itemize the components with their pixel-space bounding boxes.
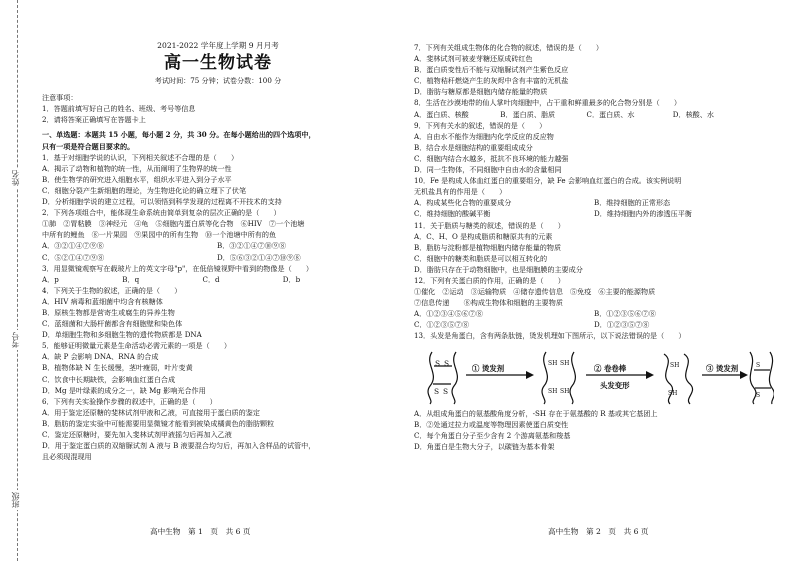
q7-stem: 7．下列有关组成生物体的化合物的叙述，错误的是（ ） bbox=[414, 43, 603, 52]
q9-stem: 9．下列有关水的叙述，错误的是（ ） bbox=[414, 120, 547, 130]
side-label-class: 班级 bbox=[11, 492, 20, 508]
chain-right-2 bbox=[570, 352, 575, 404]
q6-option: B．脂肪的鉴定实验中可能需要用显微镜才能看到被染成橘黄色的脂肪颗粒 bbox=[42, 418, 275, 428]
q5-stem: 5．能够证明微量元素是生命活动必需元素的一项是（ ） bbox=[42, 341, 231, 351]
sh-label: SH bbox=[560, 387, 570, 395]
q4-option: C．蓝细菌和大肠杆菌都含有细胞壁和染色体 bbox=[42, 319, 183, 329]
q5-option: D．Mg 是叶绿素的成分之一，缺 Mg 影响光合作用 bbox=[42, 385, 206, 395]
q2-options-row bbox=[42, 240, 394, 251]
q2-stem: 2．下列各项组合中，能体现生命系统由简单到复杂的层次正确的是（ ） bbox=[42, 208, 281, 218]
q6-option: A．用于鉴定还原糖的斐林试剂甲液和乙液，可直接用于蛋白质的鉴定 bbox=[42, 407, 260, 417]
q2-items: ①肺 ②胃粘膜 ③神经元 ④龟 ⑤细胞内蛋白质等化合物 ⑥HIV ⑦一个池塘 bbox=[42, 219, 305, 229]
q11-option: A．C、H、O 是构成脂质和糖原共有的元素 bbox=[414, 231, 553, 241]
q3-options-row bbox=[42, 274, 394, 285]
q8-option: B．蛋白质、脂质 bbox=[500, 109, 556, 119]
q13-option: D．角蛋白是生物大分子，以碳链为基本骨架 bbox=[414, 441, 555, 451]
q12-items: ⑦信息传递 ⑧构成生物体和细胞的主要物质 bbox=[414, 298, 563, 308]
q6-option: C．鉴定还原糖时，要先加入斐林试剂甲液摇匀后再加入乙液 bbox=[42, 430, 232, 439]
side-label-name: 姓名 bbox=[11, 170, 20, 186]
q4-stem: 4．下列关于生物的叙述，正确的是（ ） bbox=[42, 285, 182, 295]
notice-item: 1．答题前填写好自己的姓名、班级、考号等信息 bbox=[42, 104, 196, 114]
chain-pair-reformed bbox=[750, 352, 774, 404]
q6-stem: 6．下列有关实验操作步骤的叙述中，正确的是（ ） bbox=[42, 396, 217, 406]
side-label-exam-number: 考号 bbox=[11, 332, 20, 348]
q8-option: C．蛋白质、水 bbox=[586, 109, 635, 119]
chain-left-2 bbox=[542, 352, 547, 404]
q7-option: A．斐林试剂可被麦芽糖还原成砖红色 bbox=[414, 54, 533, 64]
q9-option: D．同一生物体，不同细胞中自由水的含量相同 bbox=[414, 165, 562, 175]
s-label: S bbox=[434, 386, 440, 396]
q5-option: C．饮食中长期缺铁，会影响血红蛋白合成 bbox=[42, 374, 176, 384]
q12-option: B．①②③⑤⑥⑦⑧ bbox=[594, 309, 656, 319]
q4-option: B．原核生物都是营寄生或腐生的异养生物 bbox=[42, 307, 175, 317]
q1-option: D．分析细胞学说的建立过程，可以领悟到科学发现的过程离不开技术的支持 bbox=[42, 197, 282, 207]
q10-option: C．维持细胞的酸碱平衡 bbox=[414, 209, 491, 219]
step-label-perm-solution-2: ③ 烫发剂 bbox=[706, 363, 739, 373]
term-heading: 2021-2022 学年度上学期 9 月月考 bbox=[157, 41, 279, 50]
q11-option: B．脂肪与淀粉都是植物细胞内储存能量的物质 bbox=[414, 242, 562, 252]
q12-items: ①催化 ②运动 ③运输物质 ④储存遗传信息 ⑤免疫 ⑥主要的能源物质 bbox=[414, 287, 656, 297]
q2-options-row bbox=[42, 252, 394, 263]
q10-options-row bbox=[414, 197, 780, 208]
q8-option: A．蛋白质、核酸 bbox=[414, 109, 469, 119]
notice-item: 2．请将答案正确填写在答题卡上 bbox=[42, 115, 146, 125]
q8-stem: 8．生活在沙漠地带的仙人掌叶肉细胞中，占干重和鲜重最多的化合物分别是（ ） bbox=[414, 98, 681, 108]
perm-mechanism-diagram bbox=[414, 344, 780, 406]
section-heading-cont: 只有一项是符合题目要求的。 bbox=[42, 141, 135, 151]
q10-options-row bbox=[414, 208, 780, 219]
s-label: S bbox=[444, 358, 450, 368]
q10-option: D．维持细胞内外的渗透压平衡 bbox=[594, 209, 692, 219]
q5-option: B．植物体缺 N 生长缓慢，茎叶瘦弱，叶片变黄 bbox=[42, 363, 193, 373]
q1-stem: 1．基于对细胞学说的认识，下列相关叙述不合理的是（ ） bbox=[42, 152, 239, 162]
q13-stem: 13．头发是角蛋白，含有两条肽链，烫发机理如下图所示，以下说法错误的是（ ） bbox=[414, 331, 686, 341]
exam-title: 高一生物试卷 bbox=[164, 53, 272, 74]
sh-label: SH bbox=[548, 387, 558, 395]
q3-option: B．q bbox=[122, 274, 140, 284]
step-label-curler: ② 卷卷棒 bbox=[594, 363, 627, 373]
q11-option: D．脂肪只存在于动物细胞中，也是细胞膜的主要成分 bbox=[414, 264, 583, 274]
time-score-info: 考试时间：75 分钟；试卷分数：100 分 bbox=[154, 76, 282, 86]
q3-option: A．p bbox=[42, 274, 59, 284]
q3-stem: 3．用显微镜观察写在载玻片上的英文字母"p"，在低倍镜视野中看到的物像是（ ） bbox=[42, 263, 313, 273]
sh-label: SH bbox=[560, 359, 570, 367]
binding-margin bbox=[0, 0, 34, 561]
sh-label: SH bbox=[668, 389, 678, 397]
q10-stem-cont: 无机盐具有的作用是（ ） bbox=[414, 187, 507, 197]
page-footer-2: 高中生物 第 2 页 共 6 页 bbox=[548, 527, 649, 536]
q3-option: D．b bbox=[282, 274, 301, 284]
q9-option: C．细胞内结合水越多，抵抗不良环境的能力越强 bbox=[414, 153, 569, 163]
q8-options-row bbox=[414, 109, 780, 120]
chain-right-3 bbox=[684, 354, 693, 404]
q7-option: B．蛋白质变性后不能与双缩脲试剂产生紫色反应 bbox=[414, 65, 569, 75]
q11-stem: 11．关于脂质与糖类的叙述，错误的是（ ） bbox=[414, 220, 565, 230]
perm-diagram-svg bbox=[414, 344, 774, 406]
right-column bbox=[414, 42, 780, 452]
q8-option: D．核酸、水 bbox=[672, 109, 714, 119]
q10-stem: 10．Fe 是构成人体血红蛋白的重要组分，缺 Fe 会影响血红蛋白的合成。该实例说明 bbox=[414, 176, 682, 186]
q13-option: A．从组成角蛋白的氨基酸角度分析，-SH 存在于氨基酸的 R 基或其它基团上 bbox=[414, 408, 658, 418]
q1-option: A．揭示了动物和植物的统一性，从而阐明了生物界的统一性 bbox=[42, 163, 232, 173]
q10-option: A．构成某些化合物的重要成分 bbox=[414, 198, 512, 208]
q9-option: B．结合水是细胞结构的重要组成成分 bbox=[414, 142, 533, 152]
s-label: S bbox=[756, 391, 761, 399]
q7-option: D．脂肪与糖原都是细胞内储存能量的物质 bbox=[414, 87, 548, 97]
q11-option: C．细胞中的糖类和脂质是可以相互转化的 bbox=[414, 253, 548, 263]
q6-option: D．用于鉴定蛋白质的双缩脲试剂 A 液与 B 液要混合均匀后，再加入含样品的试管中， bbox=[42, 441, 316, 451]
notice-heading: 注意事项： bbox=[42, 93, 78, 103]
q2-option: D．⑤⑥③②①④⑦⑩⑨⑧ bbox=[217, 252, 301, 262]
q2-items: 中所有的鲤鱼 ⑧一片果园 ⑨果园中的所有生物 ⑩一个池塘中所有的鱼 bbox=[42, 230, 277, 240]
q7-option: C．植物秸秆燃烧产生的灰烬中含有丰富的无机盐 bbox=[414, 76, 569, 86]
q13-option: B．②处通过拉力或温度等物理因素使蛋白质变性 bbox=[414, 419, 569, 429]
q3-option: C．d bbox=[202, 274, 220, 284]
chain-right-4 bbox=[769, 352, 774, 404]
step-label-hair-deform: 头发变形 bbox=[600, 380, 630, 390]
s-label: S bbox=[443, 386, 449, 396]
q12-options-row bbox=[414, 308, 780, 319]
step-label-perm-solution: ① 烫发剂 bbox=[472, 363, 505, 373]
q2-option: B．③②①④⑦⑩⑨⑧ bbox=[217, 241, 287, 251]
s-label: S bbox=[435, 358, 441, 368]
sh-label: SH bbox=[548, 359, 558, 367]
chain-left-1 bbox=[428, 352, 433, 404]
q9-option: A．自由水不能作为细胞内化学反应的反应物 bbox=[414, 131, 554, 141]
q12-options-row bbox=[414, 319, 780, 330]
q12-option: A．①②③④⑤⑥⑦⑧ bbox=[414, 309, 483, 319]
q4-option: A．HIV 病毒和蓝细菌中均含有核糖体 bbox=[42, 296, 163, 306]
q1-option: B．使生物学的研究进入细胞水平，组织水平进入到分子水平 bbox=[42, 174, 232, 184]
q12-option: D．①②③⑤⑦⑧ bbox=[594, 320, 650, 330]
q13-option: C．每个角蛋白分子至少含有 2 个游离氨基和羧基 bbox=[414, 430, 571, 440]
section-heading: 一、单选题：本题共 15 小题，每小题 2 分，共 30 分。在每小题给出的四个选项中， bbox=[42, 130, 316, 140]
q2-option: C．⑤②①④⑦⑨⑧ bbox=[42, 252, 105, 262]
s-label: S bbox=[756, 361, 761, 369]
q6-option-cont: 且必须现混现用 bbox=[42, 452, 92, 462]
q10-option: B．维持细胞的正常形态 bbox=[594, 198, 671, 208]
q2-option: A．③②①④⑦⑨⑧ bbox=[42, 241, 104, 251]
q5-option: A．缺 P 会影响 DNA、RNA 的合成 bbox=[42, 352, 159, 362]
q4-option: D．单细胞生物和多细胞生物的遗传物质都是 DNA bbox=[42, 330, 202, 340]
q12-option: C．①②③⑤⑦⑧ bbox=[414, 320, 470, 330]
left-column bbox=[42, 38, 394, 462]
sh-label: SH bbox=[670, 361, 680, 369]
seal-line bbox=[17, 0, 18, 561]
q1-option: C．细胞分裂产生新细胞的理论，为生物进化论的确立埋下了伏笔 bbox=[42, 185, 247, 195]
q12-stem: 12．下列有关蛋白质的作用，正确的是（ ） bbox=[414, 275, 565, 285]
page-footer-1: 高中生物 第 1 页 共 6 页 bbox=[150, 527, 251, 536]
chain-right-1 bbox=[452, 352, 457, 404]
